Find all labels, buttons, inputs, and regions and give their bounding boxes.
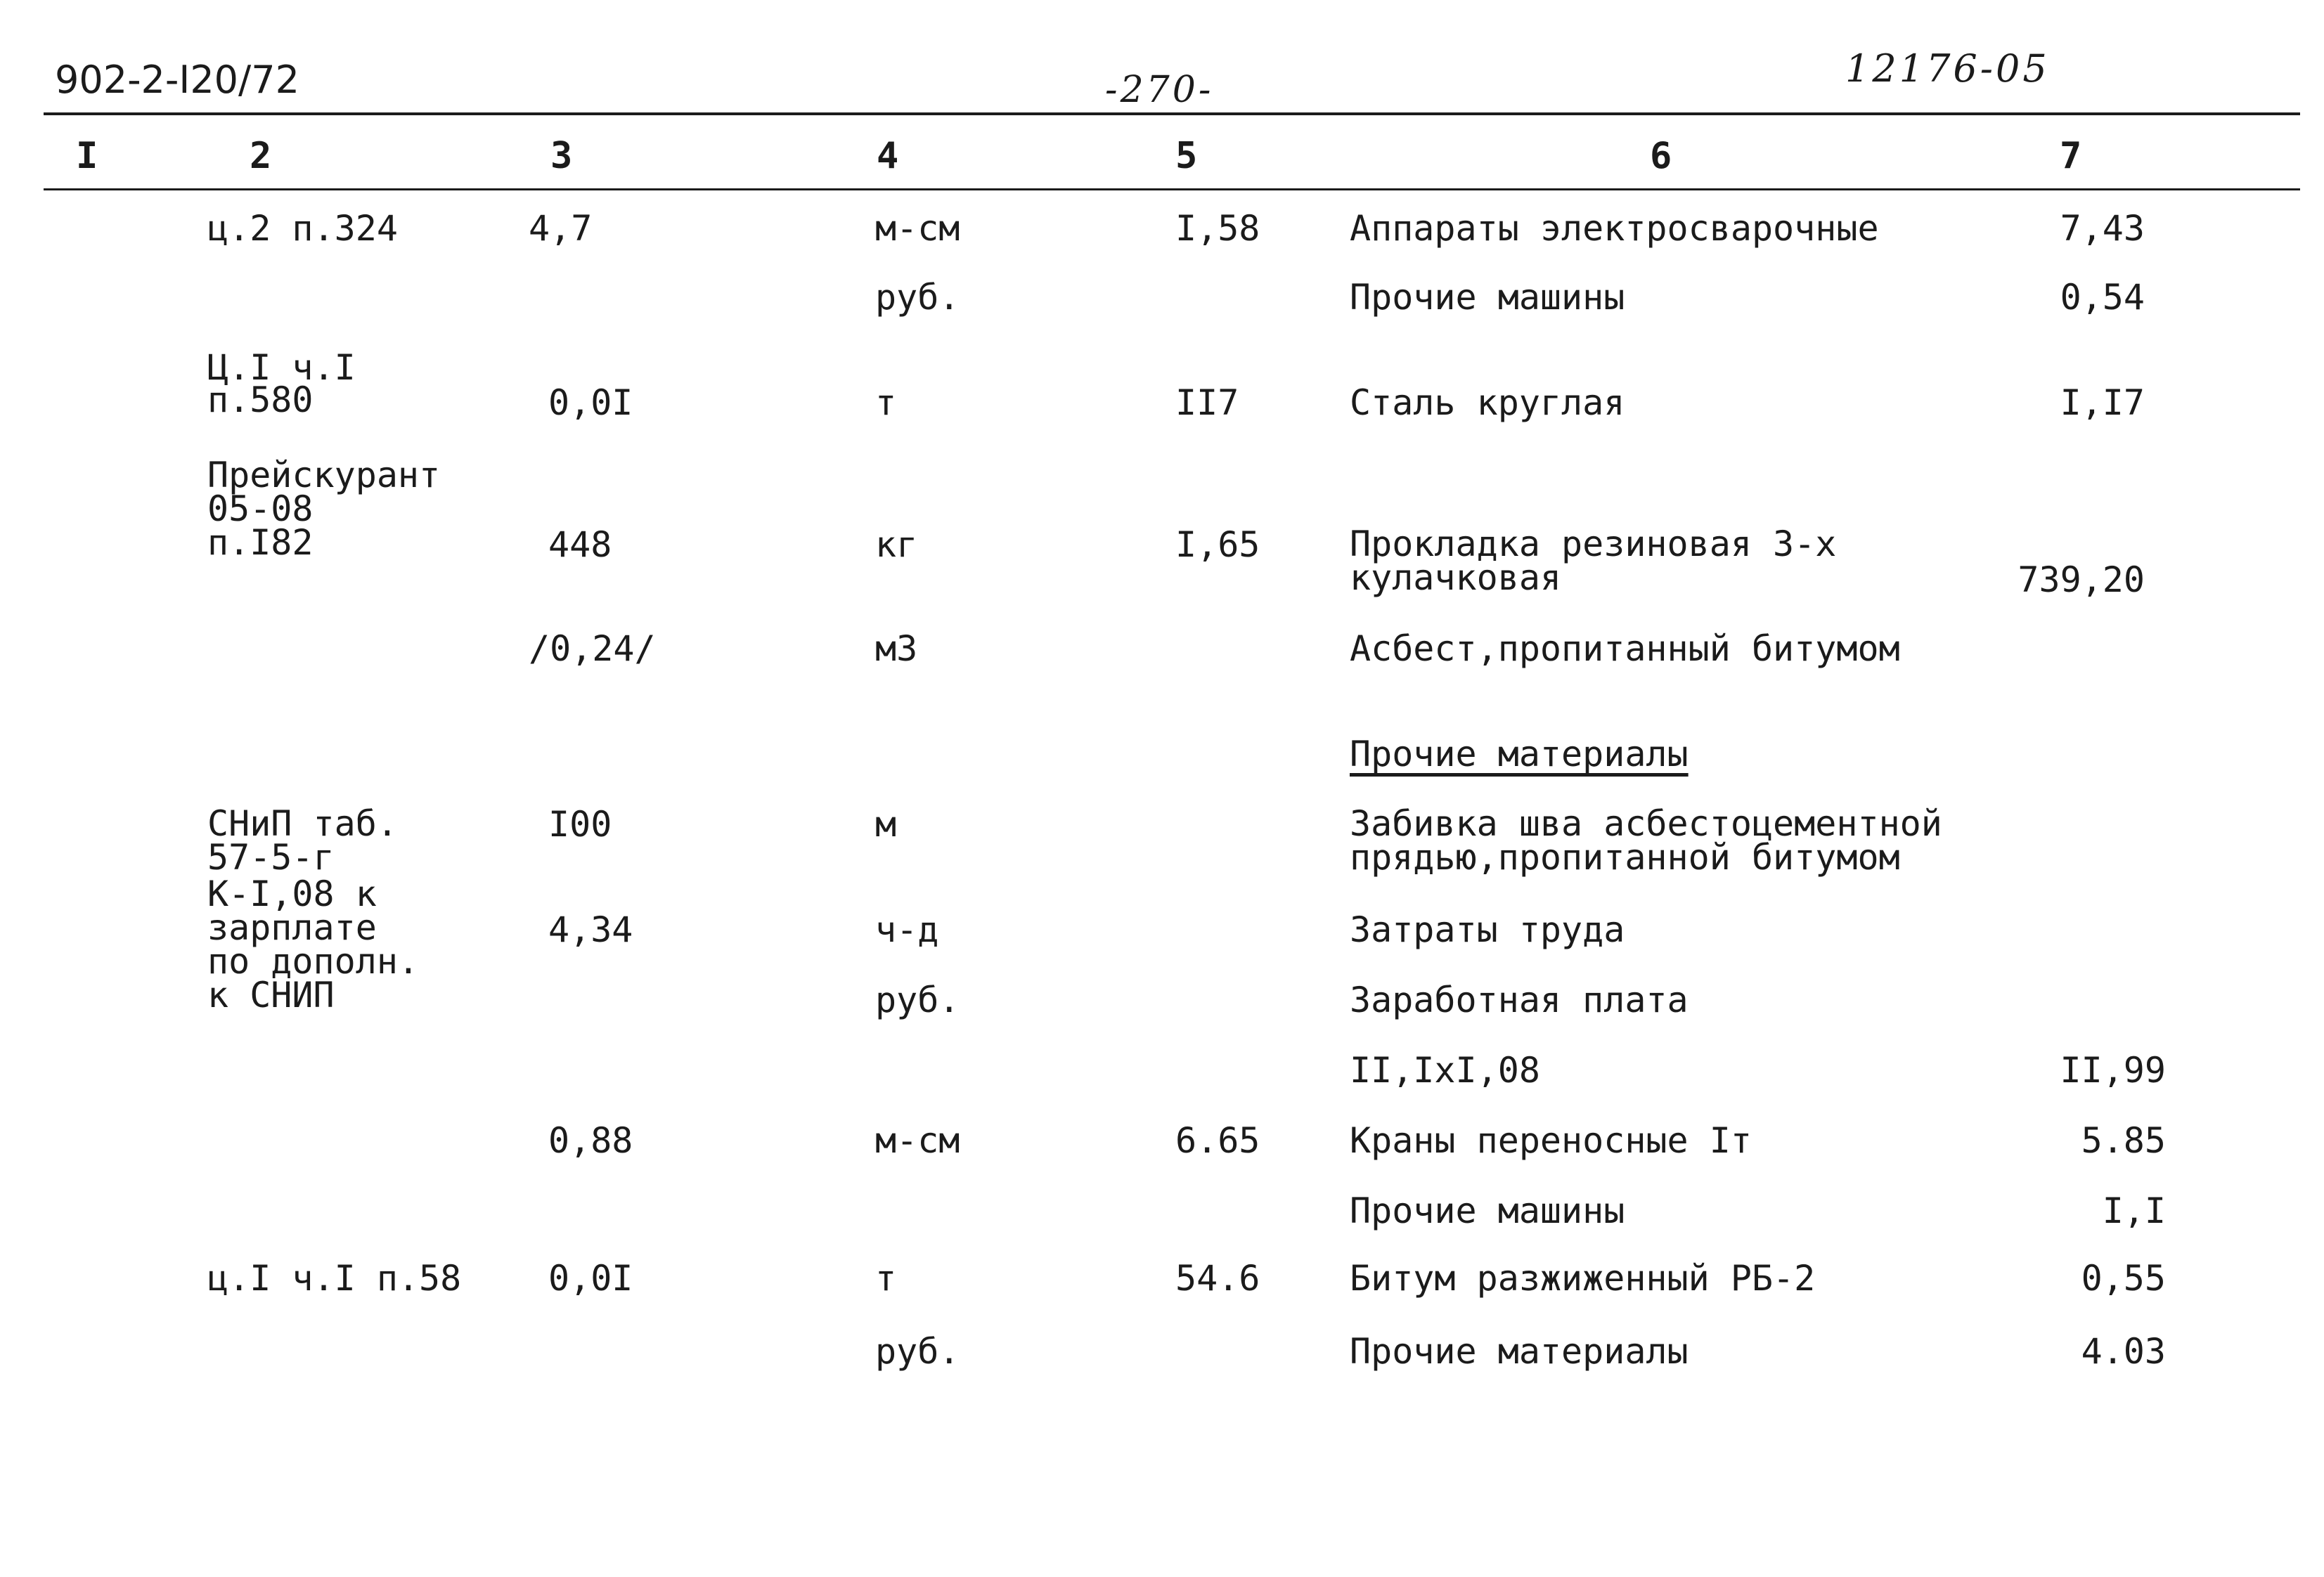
table-cell-price: I,65	[1175, 524, 1260, 565]
table-cell-reference: ц.2 п.324	[207, 208, 398, 249]
table-cell-amount: 7,43	[2060, 208, 2145, 249]
page-number: -270-	[1105, 69, 1214, 111]
table-cell-unit: м-см	[875, 208, 960, 249]
table-cell-unit: м3	[875, 628, 918, 669]
table-cell-amount: I,I	[2102, 1190, 2166, 1231]
table-cell-quantity: 4,7	[529, 208, 593, 249]
table-cell-price: I,58	[1175, 208, 1260, 249]
table-cell-reference: ц.I ч.I п.58	[207, 1258, 462, 1299]
table-cell-unit: руб.	[875, 980, 960, 1020]
table-cell-unit: руб.	[875, 277, 960, 318]
column-header-5: 5	[1175, 135, 1198, 177]
table-cell-unit: т	[875, 382, 897, 423]
document-code: 902-2-I20/72	[55, 58, 299, 102]
section-heading-other-materials: Прочие материалы	[1350, 734, 1689, 774]
table-cell-reference: Ц.I ч.I п.580	[207, 347, 356, 420]
handwritten-stamp-number: 12176-05	[1845, 46, 2050, 91]
table-cell-description: Битум разжиженный РБ-2	[1350, 1258, 1816, 1299]
table-cell-amount: II,99	[2060, 1050, 2166, 1091]
table-cell-price: 54.6	[1175, 1258, 1260, 1299]
table-cell-description: Прочие материалы	[1350, 1331, 1689, 1372]
table-cell-description: Забивка шва асбестоцементной прядью,пропитанной битумом	[1350, 803, 1942, 878]
table-cell-description: II,IxI,08	[1350, 1050, 1540, 1091]
column-header-6: 6	[1650, 135, 1672, 177]
column-header-7: 7	[2060, 135, 2082, 177]
table-cell-unit: т	[875, 1258, 897, 1299]
table-cell-description: Сталь круглая	[1350, 382, 1625, 423]
table-cell-quantity: 0,0I	[548, 1258, 633, 1299]
table-cell-description: Заработная плата	[1350, 980, 1689, 1020]
table-cell-description: Прочие машины	[1350, 277, 1625, 318]
table-cell-reference: СНиП таб. 57-5-г	[207, 803, 398, 878]
table-cell-amount: 5.85	[2081, 1120, 2166, 1161]
column-header-rule	[44, 188, 2300, 190]
table-cell-unit: руб.	[875, 1331, 960, 1372]
table-cell-unit: м	[875, 804, 897, 845]
table-cell-quantity: 0,0I	[548, 382, 633, 423]
table-cell-quantity: /0,24/	[529, 628, 656, 669]
column-header-1: I	[76, 135, 98, 177]
table-cell-description: Прокладка резиновая 3-х кулачковая	[1350, 524, 1837, 598]
table-cell-description: Прочие машины	[1350, 1190, 1625, 1231]
column-header-3: 3	[550, 135, 573, 177]
table-cell-quantity: 4,34	[548, 909, 633, 950]
table-cell-amount: 0,54	[2060, 277, 2145, 318]
table-cell-amount: I,I7	[2060, 382, 2145, 423]
table-cell-quantity: I00	[548, 804, 612, 845]
table-cell-description: Затраты труда	[1350, 909, 1625, 950]
table-cell-reference: К-I,08 к зарплате по дополн. к СНИП	[207, 874, 420, 1015]
table-cell-amount: 739,20	[2018, 559, 2145, 600]
table-cell-price: 6.65	[1175, 1120, 1260, 1161]
table-cell-unit: м-см	[875, 1120, 960, 1161]
header-rule	[44, 112, 2300, 115]
table-cell-amount: 4.03	[2081, 1331, 2166, 1372]
table-cell-description: Аппараты электросварочные	[1350, 208, 1879, 249]
table-cell-reference: Прейскурант 05-08 п.I82	[207, 455, 441, 563]
table-cell-amount: 0,55	[2081, 1258, 2166, 1299]
column-header-2: 2	[250, 135, 272, 177]
table-cell-description: Асбест,пропитанный битумом	[1350, 628, 1900, 669]
table-cell-price: II7	[1175, 382, 1239, 423]
table-cell-unit: кг	[875, 524, 918, 565]
table-cell-unit: ч-д	[875, 909, 939, 950]
table-cell-quantity: 448	[548, 524, 612, 565]
table-cell-quantity: 0,88	[548, 1120, 633, 1161]
table-cell-description: Краны переносные Iт	[1350, 1120, 1752, 1161]
column-header-4: 4	[877, 135, 899, 177]
